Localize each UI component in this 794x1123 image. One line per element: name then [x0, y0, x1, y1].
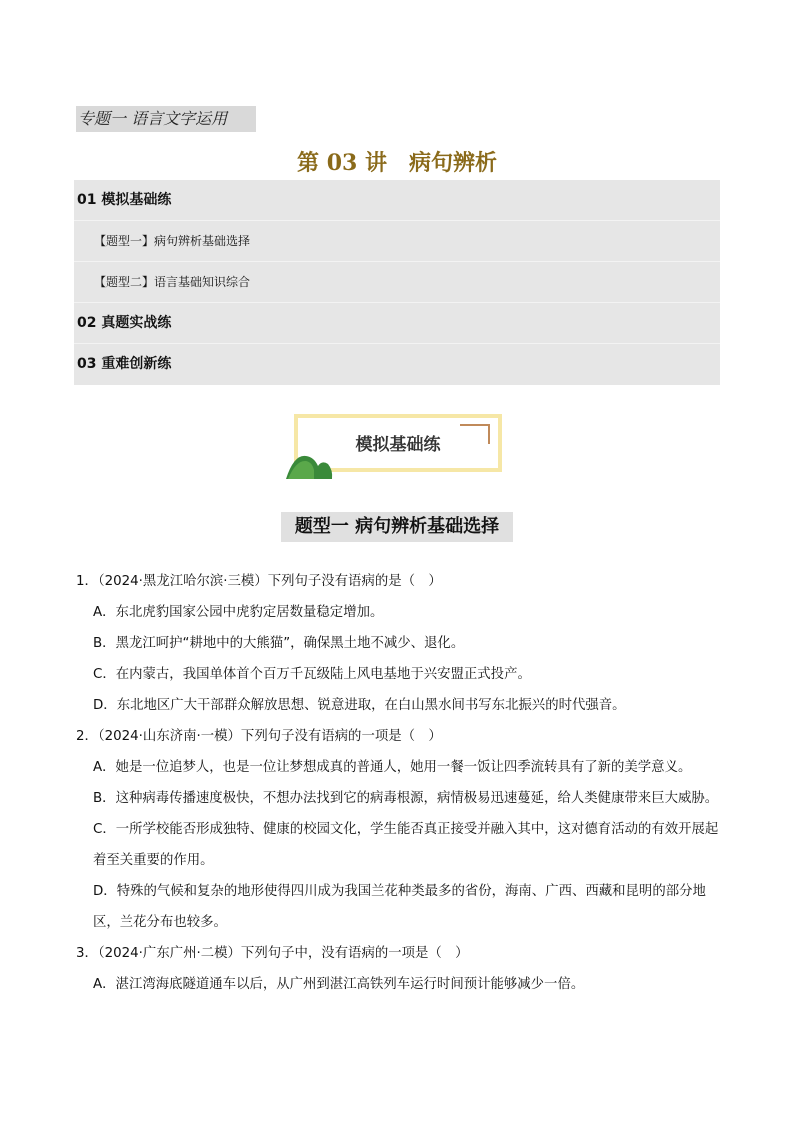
toc-item[interactable]: 【题型二】语言基础知识综合: [74, 262, 720, 303]
question-option: D．特殊的气候和复杂的地形使得四川成为我国兰花种类最多的省份，海南、广西、西藏和昆明的部分地区，兰花分布也较多。: [93, 884, 706, 930]
question-option: D．东北地区广大干部群众解放思想、锐意进取，在白山黑水间书写东北振兴的时代强音。: [93, 698, 626, 713]
question-stem: 1．（2024·黑龙江哈尔滨·三模）下列句子没有语病的是（ ）: [76, 574, 442, 589]
toc-item[interactable]: 【题型一】病句辨析基础选择: [74, 221, 720, 262]
question-stem: 3．（2024·广东广州·二模）下列句子中，没有语病的一项是（ ）: [76, 946, 469, 961]
hills-icon: [284, 448, 334, 480]
table-of-contents: [74, 180, 720, 385]
question-option: B．这种病毒传播速度极快，不想办法找到它的病毒根源，病情极易迅速蔓延，给人类健康带来巨大威胁。: [93, 791, 719, 806]
banner-decoration: [460, 424, 490, 426]
toc-item[interactable]: 02 真题实战练: [74, 303, 720, 344]
toc-item[interactable]: 01 模拟基础练: [74, 180, 720, 221]
question-option: A．湛江湾海底隧道通车以后，从广州到湛江高铁列车运行时间预计能够减少一倍。: [93, 977, 585, 992]
toc-item[interactable]: 03 重难创新练: [77, 356, 172, 372]
question-option: B．黑龙江呵护“耕地中的大熊猫”，确保黑土地不减少、退化。: [93, 636, 465, 651]
question-option: C．在内蒙古，我国单体首个百万千瓦级陆上风电基地于兴安盟正式投产。: [93, 667, 531, 682]
question-list: [76, 566, 722, 1000]
banner-text: 模拟基础练: [355, 435, 441, 455]
question-option: A．她是一位追梦人，也是一位让梦想成真的普通人，她用一餐一饭让四季流转具有了新的美学意义。: [93, 760, 692, 775]
lecture-title: 第 03 讲 病句辨析: [297, 150, 497, 176]
question-option: C．一所学校能否形成独特、健康的校园文化，学生能否真正接受并融入其中，这对德育活动的有效开展起着至关重要的作用。: [93, 822, 719, 868]
question-option: A．东北虎豹国家公园中虎豹定居数量稳定增加。: [93, 605, 384, 620]
question-stem: 2．（2024·山东济南·一模）下列句子没有语病的一项是（ ）: [76, 729, 442, 744]
topic-label: 专题一 语言文字运用: [76, 106, 256, 132]
section-title: 题型一 病句辨析基础选择: [281, 512, 513, 542]
